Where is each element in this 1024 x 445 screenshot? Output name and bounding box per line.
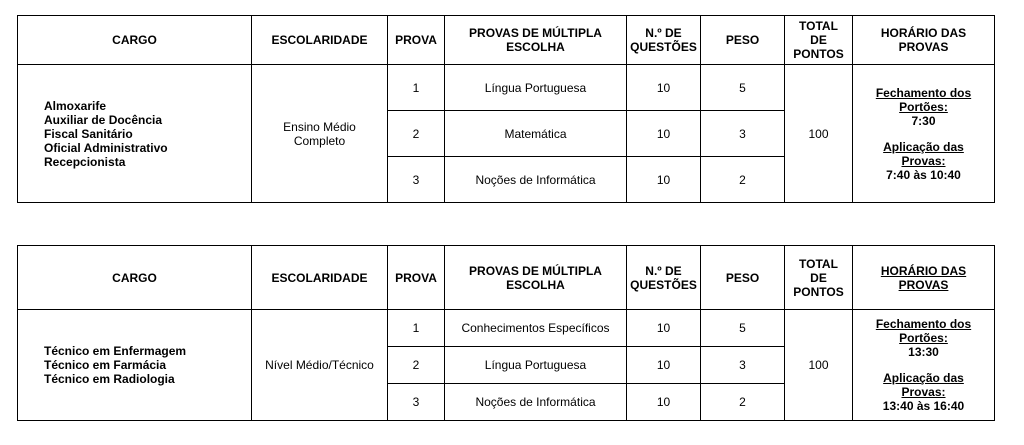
cargo-item: Oficial Administrativo [44,140,168,155]
header-cargo: CARGO [18,16,252,65]
header-escolaridade: ESCOLARIDADE [252,16,388,65]
header-total-pontos [785,246,853,310]
disciplina: Matemática [445,111,627,157]
questoes: 10 [627,384,701,421]
header-questoes [627,16,701,65]
cargo-item: Almoxarife [44,98,107,113]
prova-number: 1 [388,310,445,347]
header-provas-line1: PROVAS DE MÚLTIPLA [469,26,602,40]
header-peso: PESO [701,16,785,65]
fechamento-line2: Portões: [899,331,948,345]
questoes: 10 [627,111,701,157]
header-total-line3: PONTOS [793,284,844,299]
peso: 2 [701,157,785,203]
cargo-item: Técnico em Farmácia [44,358,167,372]
header-total-line1: TOTAL [799,19,838,33]
cargo-list [18,310,252,421]
aplicacao-line2: Provas: [901,385,946,399]
header-total-line2: DE [810,270,827,285]
header-horario-line1: HORÁRIO DAS [880,263,967,278]
table-row [18,65,995,111]
questoes: 10 [627,65,701,111]
header-total-line2: DE [810,33,827,47]
fechamento-line1: Fechamento dos [875,85,972,100]
fechamento-line1: Fechamento dos [875,317,972,331]
peso: 3 [701,347,785,384]
peso: 5 [701,65,785,111]
header-horario-line2: PROVAS [898,40,949,54]
prova-number: 3 [388,157,445,203]
header-escolaridade: ESCOLARIDADE [252,246,388,310]
total-pontos: 100 [785,65,853,203]
header-total-line1: TOTAL [799,256,838,271]
escolaridade-cell [252,65,388,203]
exam-table-tecnico [17,245,995,421]
header-total-pontos [785,16,853,65]
disciplina: Língua Portuguesa [445,65,627,111]
header-provas-line2: ESCOLHA [506,40,565,54]
horario-cell [853,65,995,203]
cargo-item: Fiscal Sanitário [44,126,133,141]
peso: 2 [701,384,785,421]
header-horario [853,246,995,310]
table-header-row [18,246,995,310]
header-provas-line2: ESCOLHA [506,277,565,292]
peso: 5 [701,310,785,347]
total-pontos: 100 [785,310,853,421]
header-questoes-line2: QUESTÕES [630,40,697,54]
table-header-row [18,16,995,65]
prova-number: 1 [388,65,445,111]
disciplina: Noções de Informática [445,157,627,203]
aplicacao-line2: Provas: [901,153,946,168]
table-row [18,310,995,347]
exam-table-medio [17,15,995,203]
aplicacao-time: 7:40 às 10:40 [886,167,961,182]
horario-cell [853,310,995,421]
disciplina: Noções de Informática [445,384,627,421]
header-questoes-line1: N.º DE [645,263,682,278]
questoes: 10 [627,310,701,347]
aplicacao-time: 13:40 às 16:40 [882,399,965,413]
header-provas-multipla-escolha [445,246,627,310]
header-provas-line1: PROVAS DE MÚLTIPLA [469,263,602,278]
escolaridade-line2: Completo [293,133,346,148]
header-total-line3: PONTOS [793,47,844,61]
prova-number: 3 [388,384,445,421]
fechamento-line2: Portões: [899,99,948,114]
header-cargo: CARGO [18,246,252,310]
fechamento-time: 7:30 [911,113,936,128]
cargo-item: Técnico em Enfermagem [44,344,187,358]
header-horario-line2: PROVAS [898,277,949,292]
header-questoes-line1: N.º DE [645,26,682,40]
cargo-list [18,65,252,203]
header-horario-line1: HORÁRIO DAS [880,26,967,40]
disciplina: Língua Portuguesa [445,347,627,384]
peso: 3 [701,111,785,157]
header-provas-multipla-escolha [445,16,627,65]
cargo-item: Técnico em Radiologia [44,372,175,386]
header-peso: PESO [701,246,785,310]
header-questoes [627,246,701,310]
header-horario [853,16,995,65]
questoes: 10 [627,157,701,203]
header-questoes-line2: QUESTÕES [630,277,697,292]
cargo-item: Recepcionista [44,154,126,169]
fechamento-time: 13:30 [908,345,939,359]
prova-number: 2 [388,347,445,384]
escolaridade-cell: Nível Médio/Técnico [252,310,388,421]
header-prova: PROVA [388,246,445,310]
aplicacao-line1: Aplicação das [883,139,964,154]
escolaridade-line1: Ensino Médio [283,119,356,134]
header-prova: PROVA [388,16,445,65]
prova-number: 2 [388,111,445,157]
cargo-item: Auxiliar de Docência [44,112,163,127]
disciplina: Conhecimentos Específicos [445,310,627,347]
questoes: 10 [627,347,701,384]
aplicacao-line1: Aplicação das [883,371,964,385]
